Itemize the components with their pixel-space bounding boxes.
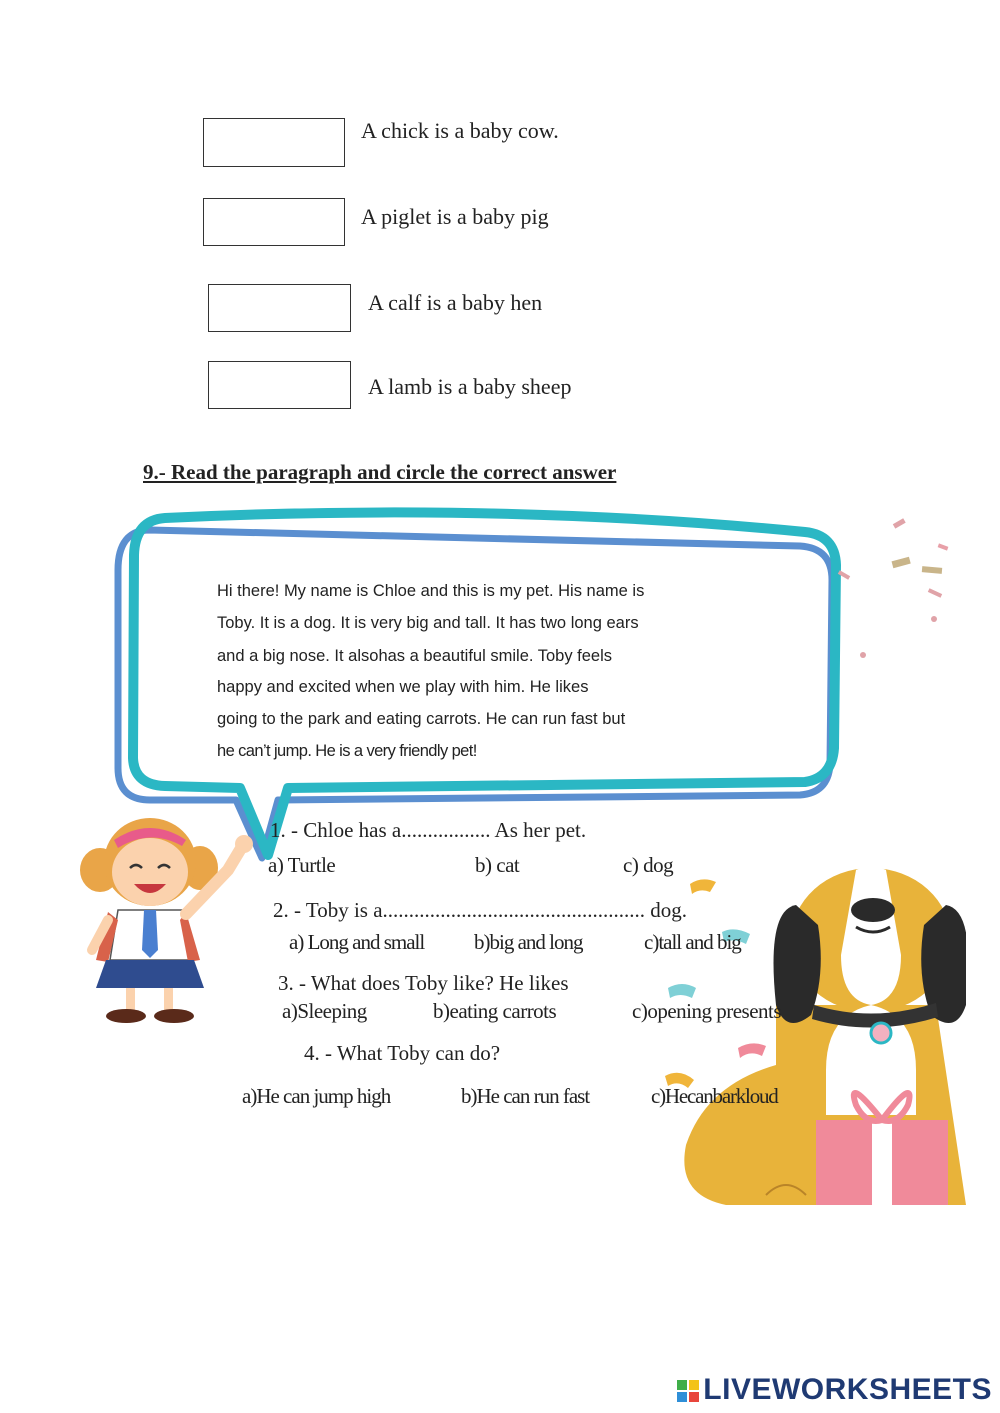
liveworksheets-logo: [677, 1373, 992, 1407]
liveworksheets-icon: [677, 1380, 699, 1402]
q3-option-b[interactable]: b)eating carrots: [433, 999, 557, 1023]
question-4: 4. - What Toby can do?: [304, 1041, 501, 1065]
statement-2: A piglet is a baby pig: [361, 204, 549, 229]
q2-option-b[interactable]: b)big and long: [474, 930, 583, 954]
girl-illustration: [78, 810, 268, 1035]
question-2: 2. - Toby is a.................................................. dog.: [273, 898, 688, 922]
q1-option-c[interactable]: c) dog: [623, 853, 674, 877]
section-title: 9.- Read the paragraph and circle the correct answer: [143, 460, 617, 484]
paragraph-line-6: he can’t jump. He is a very friendly pet!: [217, 742, 477, 760]
dog-illustration: [676, 865, 966, 1210]
q3-option-a[interactable]: a)Sleeping: [282, 999, 367, 1023]
confetti-decoration: [660, 515, 1000, 675]
paragraph-line-2: Toby. It is a dog. It is very big and tall. It has two long ears: [217, 614, 639, 632]
paragraph-line-1: Hi there! My name is Chloe and this is my pet. His name is: [217, 582, 645, 600]
q4-option-a[interactable]: a)He can jump high: [242, 1084, 391, 1108]
statement-3: A calf is a baby hen: [368, 290, 543, 315]
q3-option-c[interactable]: c)opening presents: [632, 999, 782, 1023]
q1-option-a[interactable]: a) Turtle: [268, 853, 336, 877]
q4-option-b[interactable]: b)He can run fast: [461, 1084, 590, 1108]
q2-option-a[interactable]: a) Long and small: [289, 930, 425, 954]
paragraph-line-5: going to the park and eating carrots. He can run fast but: [217, 710, 626, 728]
question-1: 1. - Chloe has a................. As her pet.: [270, 818, 587, 842]
q4-option-c[interactable]: c)Hecanbarkloud: [651, 1084, 778, 1108]
logo-text: LIVEWORKSHEETS: [703, 1373, 992, 1406]
statement-1: A chick is a baby cow.: [361, 118, 559, 143]
statement-4: A lamb is a baby sheep: [368, 374, 572, 399]
q2-option-c[interactable]: c)tall and big: [644, 930, 741, 954]
q1-option-b[interactable]: b) cat: [475, 853, 520, 877]
paragraph-line-4: happy and excited when we play with him. He likes: [217, 678, 589, 696]
paragraph-line-3: and a big nose. It alsohas a beautiful smile. Toby feels: [217, 647, 613, 665]
question-3: 3. - What does Toby like? He likes: [278, 971, 569, 995]
